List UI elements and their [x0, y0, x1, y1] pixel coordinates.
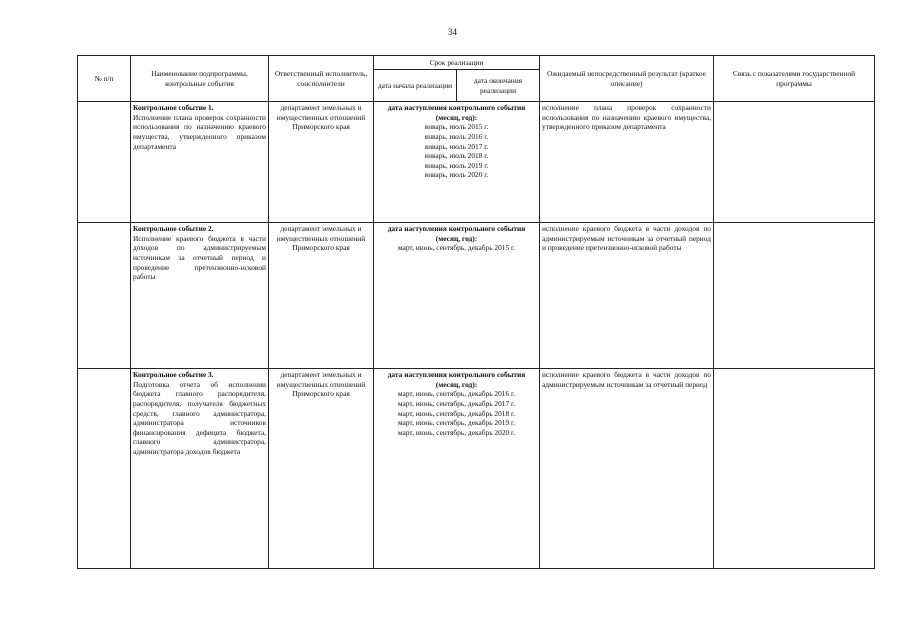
result-cell: исполнение плана проверок сохранности использования по назначению краевого имущества, утвержденного приказом департамента: [540, 102, 714, 223]
term-title: дата наступления контрольного события (месяц, год):: [387, 370, 526, 389]
event-description: Исполнение плана проверок сохранности использования по назначению краевого имущества, утвержденного приказом департамента: [133, 112, 266, 151]
event-description: Исполнение краевого бюджета в части доходов по администрируемым источникам за отчетный период и проведение претензионно-исковой работы: [133, 233, 266, 282]
link-cell: [714, 102, 875, 223]
link-cell: [714, 369, 875, 569]
table-row: [78, 369, 875, 569]
link-cell: [714, 223, 875, 369]
event-description: Подготовка отчета об исполнении бюджета главного распорядителя, распорядителя, получателя бюджетных средств, главного администратора, администратора источников финансирования дефицита бюджета, главного администратора, администратора доходов бюджета: [133, 379, 266, 456]
term-line: январь, июль 2017 г.: [424, 141, 489, 151]
header-num: № п/п: [78, 56, 131, 102]
header-start-date: дата начала реализации: [374, 70, 457, 102]
term-line: январь, июль 2020 г.: [424, 170, 489, 180]
result-cell: исполнение краевого бюджета в части доходов по администрируемым источникам за отчетный период и проведение претензионно-исковой работы: [540, 223, 714, 369]
header-row-1: [78, 56, 875, 70]
responsible-cell: департамент земельных и имущественных отношений Приморского края: [269, 223, 374, 369]
responsible-cell: департамент земельных и имущественных отношений Приморского края: [269, 102, 374, 223]
responsible-cell: департамент земельных и имущественных отношений Приморского края: [269, 369, 374, 569]
row-num: [78, 369, 131, 569]
term-title: дата наступления контрольного события (месяц, год):: [387, 224, 526, 243]
table-row: [78, 102, 875, 223]
term-line: январь, июль 2016 г.: [424, 131, 489, 141]
event-title: Контрольное событие 1.: [133, 103, 214, 112]
table-row: [78, 223, 875, 369]
row-num: [78, 102, 131, 223]
event-cell: [131, 369, 269, 569]
header-result: Ожидаемый непосредственный результат (краткое описание): [540, 56, 714, 102]
term-cell: [374, 223, 540, 369]
term-line: март, июнь, сентябрь, декабрь 2016 г.: [397, 389, 516, 399]
event-title: Контрольное событие 3.: [133, 370, 214, 379]
control-events-table: [77, 55, 875, 569]
term-line: март, июнь, сентябрь, декабрь 2017 г.: [397, 398, 516, 408]
header-link: Связь с показателями государственной программы: [714, 56, 875, 102]
event-title: Контрольное событие 2.: [133, 224, 214, 233]
page-number: 34: [448, 27, 457, 37]
term-line: март, июнь, сентябрь, декабрь 2015 г.: [397, 243, 516, 253]
header-responsible: Ответственный исполнитель, соисполнители: [269, 56, 374, 102]
header-name: Наименование подпрограммы, контрольные события: [131, 56, 269, 102]
term-cell: [374, 102, 540, 223]
term-line: март, июнь, сентябрь, декабрь 2019 г.: [397, 418, 516, 428]
term-line: январь, июль 2019 г.: [424, 160, 489, 170]
row-num: [78, 223, 131, 369]
term-line: январь, июль 2018 г.: [424, 151, 489, 161]
event-cell: [131, 102, 269, 223]
header-term: Срок реализации: [374, 56, 540, 70]
header-end-date: дата окончания реализации: [457, 70, 540, 102]
term-line: март, июнь, сентябрь, декабрь 2020 г.: [397, 427, 516, 437]
term-title: дата наступления контрольного события (месяц, год):: [387, 103, 526, 122]
term-cell: [374, 369, 540, 569]
result-cell: исполнение краевого бюджета в части доходов по администрируемым источникам за отчетный период: [540, 369, 714, 569]
term-line: январь, июль 2015 г.: [424, 122, 489, 132]
term-line: март, июнь, сентябрь, декабрь 2018 г.: [397, 408, 516, 418]
event-cell: [131, 223, 269, 369]
